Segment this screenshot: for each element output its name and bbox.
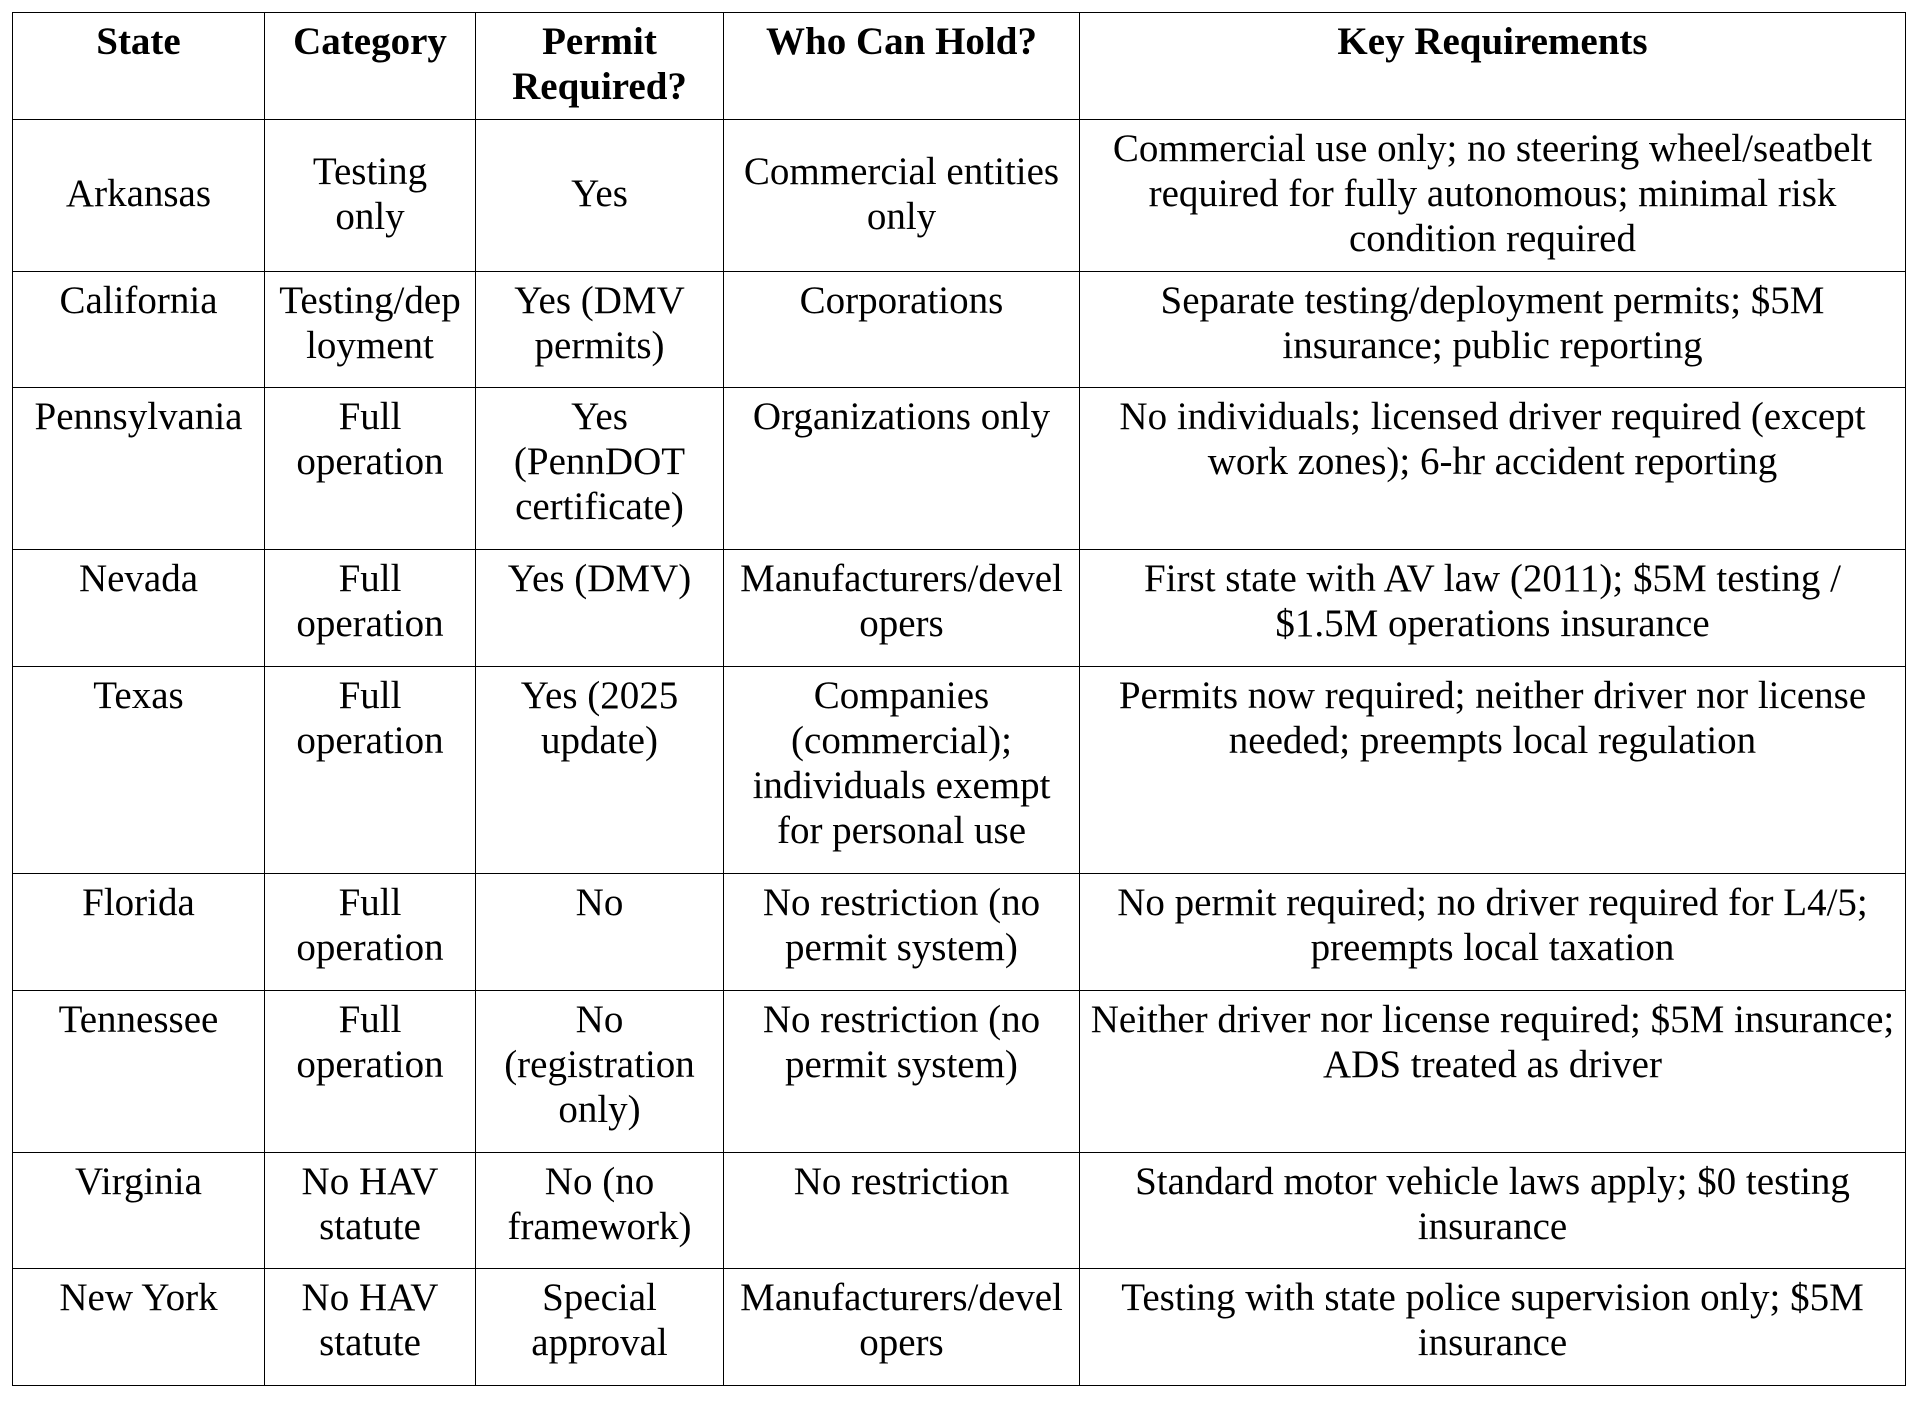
av-regulations-table xyxy=(12,12,1906,1386)
cell-category: No HAV statute xyxy=(265,1269,476,1386)
cell-holder: Manufacturers/developers xyxy=(724,1269,1080,1386)
header-category: Category xyxy=(265,13,476,120)
cell-state: Pennsylvania xyxy=(13,388,265,550)
cell-permit: No xyxy=(476,874,724,991)
cell-category: Full operation xyxy=(265,667,476,874)
cell-state: Tennessee xyxy=(13,991,265,1153)
cell-holder: Manufacturers/developers xyxy=(724,550,1080,667)
cell-requirements: No individuals; licensed driver required (except work zones); 6-hr accident reporting xyxy=(1080,388,1906,550)
cell-requirements: Standard motor vehicle laws apply; $0 testing insurance xyxy=(1080,1153,1906,1269)
cell-holder: Corporations xyxy=(724,272,1080,388)
cell-holder: No restriction (no permit system) xyxy=(724,991,1080,1153)
cell-holder: Companies (commercial); individuals exempt for personal use xyxy=(724,667,1080,874)
cell-category: Full operation xyxy=(265,874,476,991)
cell-category: Full operation xyxy=(265,550,476,667)
cell-requirements: Testing with state police supervision only; $5M insurance xyxy=(1080,1269,1906,1386)
table-row xyxy=(13,667,1906,874)
cell-category: Testing/deployment xyxy=(265,272,476,388)
cell-permit: Yes (DMV permits) xyxy=(476,272,724,388)
cell-permit: No (no framework) xyxy=(476,1153,724,1269)
table-row xyxy=(13,874,1906,991)
table-row xyxy=(13,550,1906,667)
table-row xyxy=(13,991,1906,1153)
cell-state: Virginia xyxy=(13,1153,265,1269)
cell-state: Texas xyxy=(13,667,265,874)
cell-permit: No (registration only) xyxy=(476,991,724,1153)
table-header-row xyxy=(13,13,1906,120)
cell-state: California xyxy=(13,272,265,388)
table-row xyxy=(13,272,1906,388)
cell-permit: Yes (DMV) xyxy=(476,550,724,667)
header-permit-required: Permit Required? xyxy=(476,13,724,120)
cell-category: Full operation xyxy=(265,991,476,1153)
cell-requirements: No permit required; no driver required for L4/5; preempts local taxation xyxy=(1080,874,1906,991)
cell-state: Arkansas xyxy=(13,120,265,272)
cell-category: No HAV statute xyxy=(265,1153,476,1269)
cell-requirements: First state with AV law (2011); $5M testing / $1.5M operations insurance xyxy=(1080,550,1906,667)
table-row xyxy=(13,388,1906,550)
cell-requirements: Separate testing/deployment permits; $5M insurance; public reporting xyxy=(1080,272,1906,388)
cell-holder: Organizations only xyxy=(724,388,1080,550)
cell-category: Full operation xyxy=(265,388,476,550)
cell-permit: Yes (PennDOT certificate) xyxy=(476,388,724,550)
cell-requirements: Neither driver nor license required; $5M insurance; ADS treated as driver xyxy=(1080,991,1906,1153)
table-row xyxy=(13,120,1906,272)
cell-holder: Commercial entities only xyxy=(724,120,1080,272)
cell-requirements: Permits now required; neither driver nor license needed; preempts local regulation xyxy=(1080,667,1906,874)
table-row xyxy=(13,1153,1906,1269)
cell-state: Florida xyxy=(13,874,265,991)
header-who-can-hold: Who Can Hold? xyxy=(724,13,1080,120)
table-row xyxy=(13,1269,1906,1386)
cell-permit: Yes xyxy=(476,120,724,272)
cell-state: New York xyxy=(13,1269,265,1386)
header-key-requirements: Key Requirements xyxy=(1080,13,1906,120)
cell-requirements: Commercial use only; no steering wheel/seatbelt required for fully autonomous; minimal risk condition required xyxy=(1080,120,1906,272)
cell-holder: No restriction (no permit system) xyxy=(724,874,1080,991)
cell-permit: Yes (2025 update) xyxy=(476,667,724,874)
cell-holder: No restriction xyxy=(724,1153,1080,1269)
cell-state: Nevada xyxy=(13,550,265,667)
header-state: State xyxy=(13,13,265,120)
cell-permit: Special approval xyxy=(476,1269,724,1386)
cell-category: Testing only xyxy=(265,120,476,272)
